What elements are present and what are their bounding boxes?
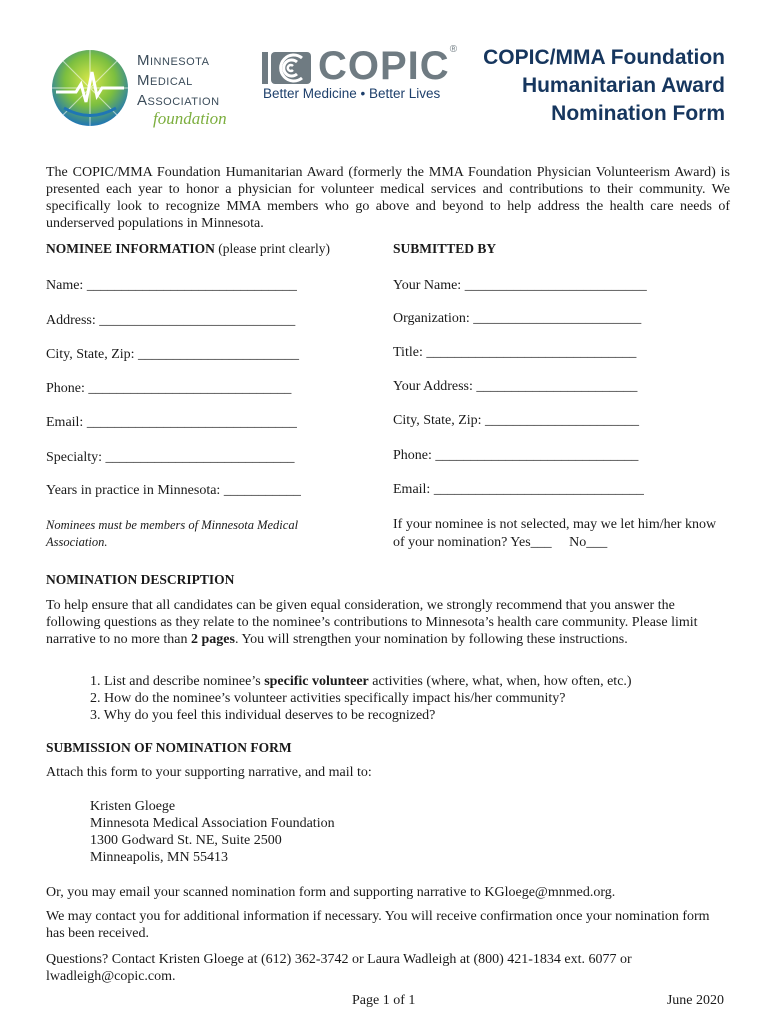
q1-after: activities (where, what, when, how often, etc.) xyxy=(368,674,632,689)
submitted-by-heading: SUBMITTED BY xyxy=(393,241,497,256)
email-submission-text: Or, you may email your scanned nomination form and supporting narrative to KGloege@mnmed.org. xyxy=(46,885,616,900)
submitter-organization-field[interactable]: Organization: ________________________ xyxy=(393,311,642,326)
submitter-city-state-zip-field[interactable]: City, State, Zip: ______________________ xyxy=(393,413,640,428)
copic-tagline: Better Medicine • Better Lives xyxy=(263,86,441,101)
nominee-email-field[interactable]: Email: ______________________________ xyxy=(46,415,297,430)
nominee-membership-note: Nominees must be members of Minnesota Medical Association. xyxy=(46,518,299,549)
nominee-years-field[interactable]: Years in practice in Minnesota: ___________ xyxy=(46,483,301,498)
title-line: COPIC/MMA Foundation xyxy=(483,46,725,69)
question-item: 3. Why do you feel this individual deserves to be recognized? xyxy=(90,708,436,723)
question-item: 2. How do the nominee’s volunteer activities specifically impact his/her community? xyxy=(90,691,566,706)
question-item xyxy=(90,673,632,690)
mma-foundation-text: foundation xyxy=(153,109,227,128)
nominee-phone-field[interactable]: Phone: _____________________________ xyxy=(46,381,292,396)
submission-attach-text: Attach this form to your supporting narrative, and mail to: xyxy=(46,765,372,780)
submitter-address-field[interactable]: Your Address: _______________________ xyxy=(393,379,638,394)
contact-text: We may contact you for additional information if necessary. You will receive confirmation once your nomination form has been received. xyxy=(46,909,710,941)
nominee-specialty-field[interactable]: Specialty: ___________________________ xyxy=(46,450,295,465)
description-paragraph xyxy=(46,597,730,648)
description-text-before: To help ensure that all candidates can be given equal consideration, we strongly recommend that you answer the following questions as they relate to the nominee’s contributions to Minnesota’s health care community. Please limit narrative to no more than xyxy=(46,598,698,647)
mma-logo-line: Medical xyxy=(137,72,193,89)
address-line: Kristen Gloege xyxy=(90,799,176,814)
mma-logo-text xyxy=(137,51,227,129)
address-line: Minnesota Medical Association Foundation xyxy=(90,816,335,831)
q1-bold: specific volunteer xyxy=(264,674,369,689)
mma-logo-line: Association xyxy=(137,92,220,109)
questions-contact-text: Questions? Contact Kristen Gloege at (612) 362-3742 or Laura Wadleigh at (800) 421-1834 ext. 6077 or lwadleigh@copic.com. xyxy=(46,952,632,984)
notify-question-text: If your nominee is not selected, may we let him/her know of your nomination? xyxy=(393,517,717,550)
nominee-address-field[interactable]: Address: ____________________________ xyxy=(46,313,296,328)
nominee-heading xyxy=(46,241,330,257)
submitter-email-field[interactable]: Email: ______________________________ xyxy=(393,482,644,497)
title-line: Humanitarian Award xyxy=(521,74,725,97)
notify-question xyxy=(393,516,723,552)
mma-logo-line: Minnesota xyxy=(137,52,210,69)
mailing-address xyxy=(90,798,335,866)
page-title xyxy=(483,44,725,128)
page-number: Page 1 of 1 xyxy=(352,993,416,1008)
nominee-heading-note: (please print clearly) xyxy=(214,241,330,256)
q1-before: 1. List and describe nominee’s xyxy=(90,674,265,689)
copic-logo-icon xyxy=(262,51,314,85)
copic-registered: ® xyxy=(449,44,459,55)
description-questions xyxy=(90,673,632,724)
nominee-city-state-zip-field[interactable]: City, State, Zip: _______________________ xyxy=(46,347,300,362)
notify-no-option[interactable]: No___ xyxy=(569,535,608,550)
description-text-bold: 2 pages xyxy=(191,632,235,647)
intro-paragraph: The COPIC/MMA Foundation Humanitarian Award (formerly the MMA Foundation Physician Volunteerism Award) is presented each year to honor a physician for volunteer medical services and contributions to their community. We specifically look to recognize MMA members who go above and beyond to help address the health care needs of underserved populations in Minnesota. xyxy=(46,165,730,231)
description-text-after: . You will strengthen your nomination by following these instructions. xyxy=(234,632,628,647)
copic-name: COPIC xyxy=(318,44,450,88)
submitter-title-field[interactable]: Title: ______________________________ xyxy=(393,345,637,360)
title-line: Nomination Form xyxy=(551,102,725,125)
nominee-name-field[interactable]: Name: ______________________________ xyxy=(46,278,297,293)
mma-logo-icon xyxy=(50,48,130,128)
submission-heading: SUBMISSION OF NOMINATION FORM xyxy=(46,740,292,755)
nominee-heading-bold: NOMINEE INFORMATION xyxy=(46,241,215,256)
footer-date: June 2020 xyxy=(666,993,724,1008)
notify-yes-option[interactable]: Yes___ xyxy=(510,535,552,550)
address-line: 1300 Godward St. NE, Suite 2500 xyxy=(90,833,282,848)
submitter-name-field[interactable]: Your Name: __________________________ xyxy=(393,278,647,293)
description-heading: NOMINATION DESCRIPTION xyxy=(46,572,235,587)
submitter-phone-field[interactable]: Phone: _____________________________ xyxy=(393,448,639,463)
address-line: Minneapolis, MN 55413 xyxy=(90,850,229,865)
copic-wordmark xyxy=(318,44,458,89)
